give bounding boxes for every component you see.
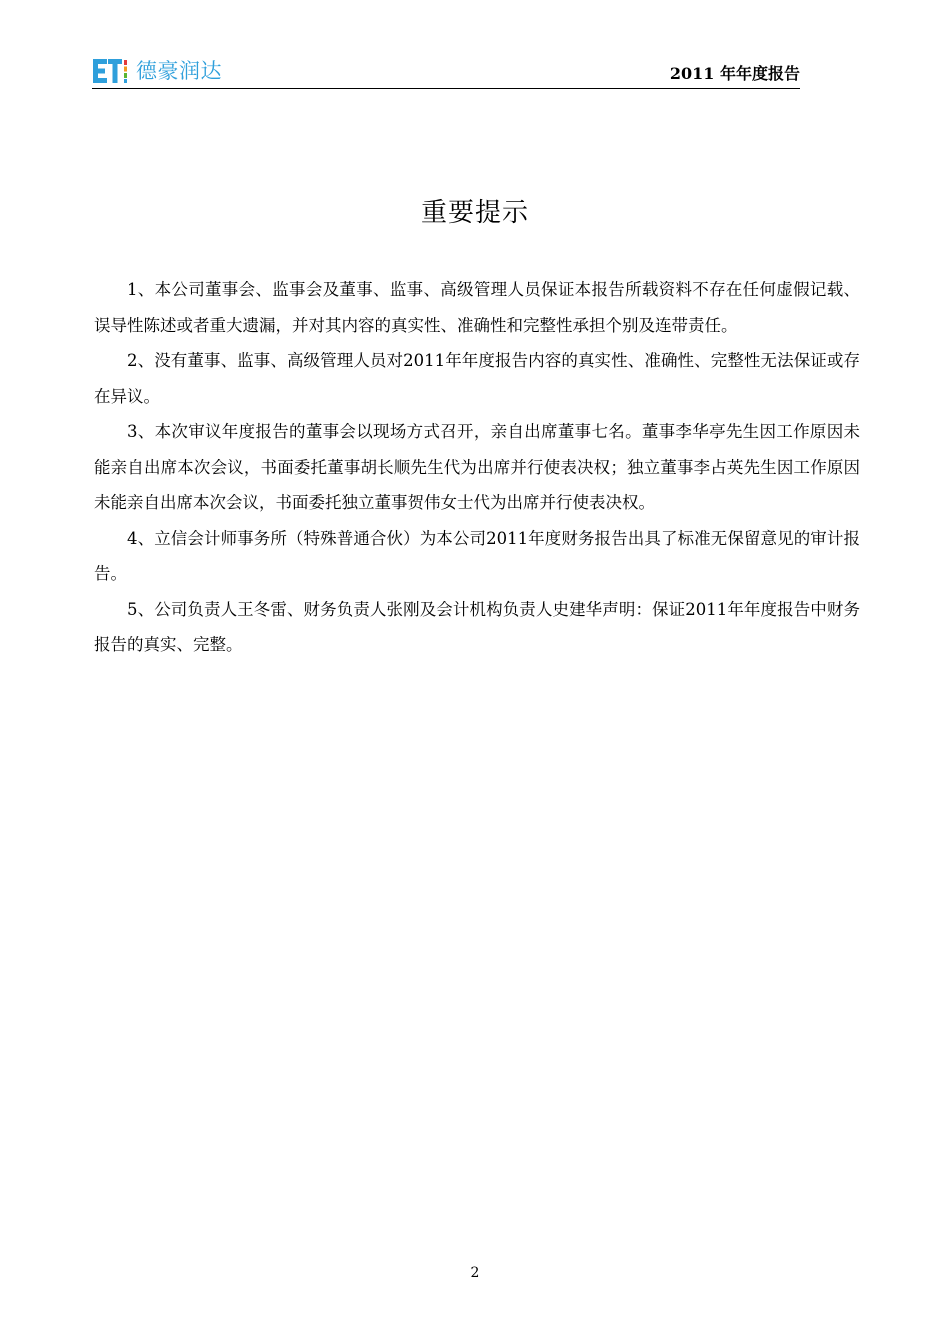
page-header	[92, 54, 800, 88]
paragraph-5: 5、公司负责人王冬雷、财务负责人张刚及会计机构负责人史建华声明：保证2011年年度报告中财务报告的真实、完整。	[94, 599, 860, 654]
company-logo	[92, 54, 222, 88]
et-logo-mark	[92, 56, 132, 86]
document-title: 重要提示	[420, 198, 529, 228]
paragraph-4: 4、立信会计师事务所（特殊普通合伙）为本公司2011年度财务报告出具了标准无保留意见的审计报告。	[94, 528, 860, 583]
page-number: 2	[470, 1265, 480, 1281]
header-divider	[92, 88, 800, 89]
document-body	[94, 272, 860, 663]
paragraph-2: 2、没有董事、监事、高级管理人员对2011年年度报告内容的真实性、准确性、完整性无法保证或存在异议。	[94, 351, 860, 406]
company-name: 德豪润达	[136, 59, 222, 83]
paragraph-3: 3、本次审议年度报告的董事会以现场方式召开，亲自出席董事七名。董事李华亭先生因工作原因未能亲自出席本次会议，书面委托董事胡长顺先生代为出席并行使表决权；独立董事李占英先生因工作原因未能亲自出席本次会议，书面委托独立董事贺伟女士代为出席并行使表决权。	[94, 422, 860, 512]
paragraph-1: 1、本公司董事会、监事会及董事、监事、高级管理人员保证本报告所载资料不存在任何虚假记载、误导性陈述或者重大遗漏，并对其内容的真实性、准确性和完整性承担个别及连带责任。	[94, 280, 860, 335]
et-logo-graphic	[92, 56, 132, 86]
report-title: 2011 年年度报告	[669, 64, 800, 83]
